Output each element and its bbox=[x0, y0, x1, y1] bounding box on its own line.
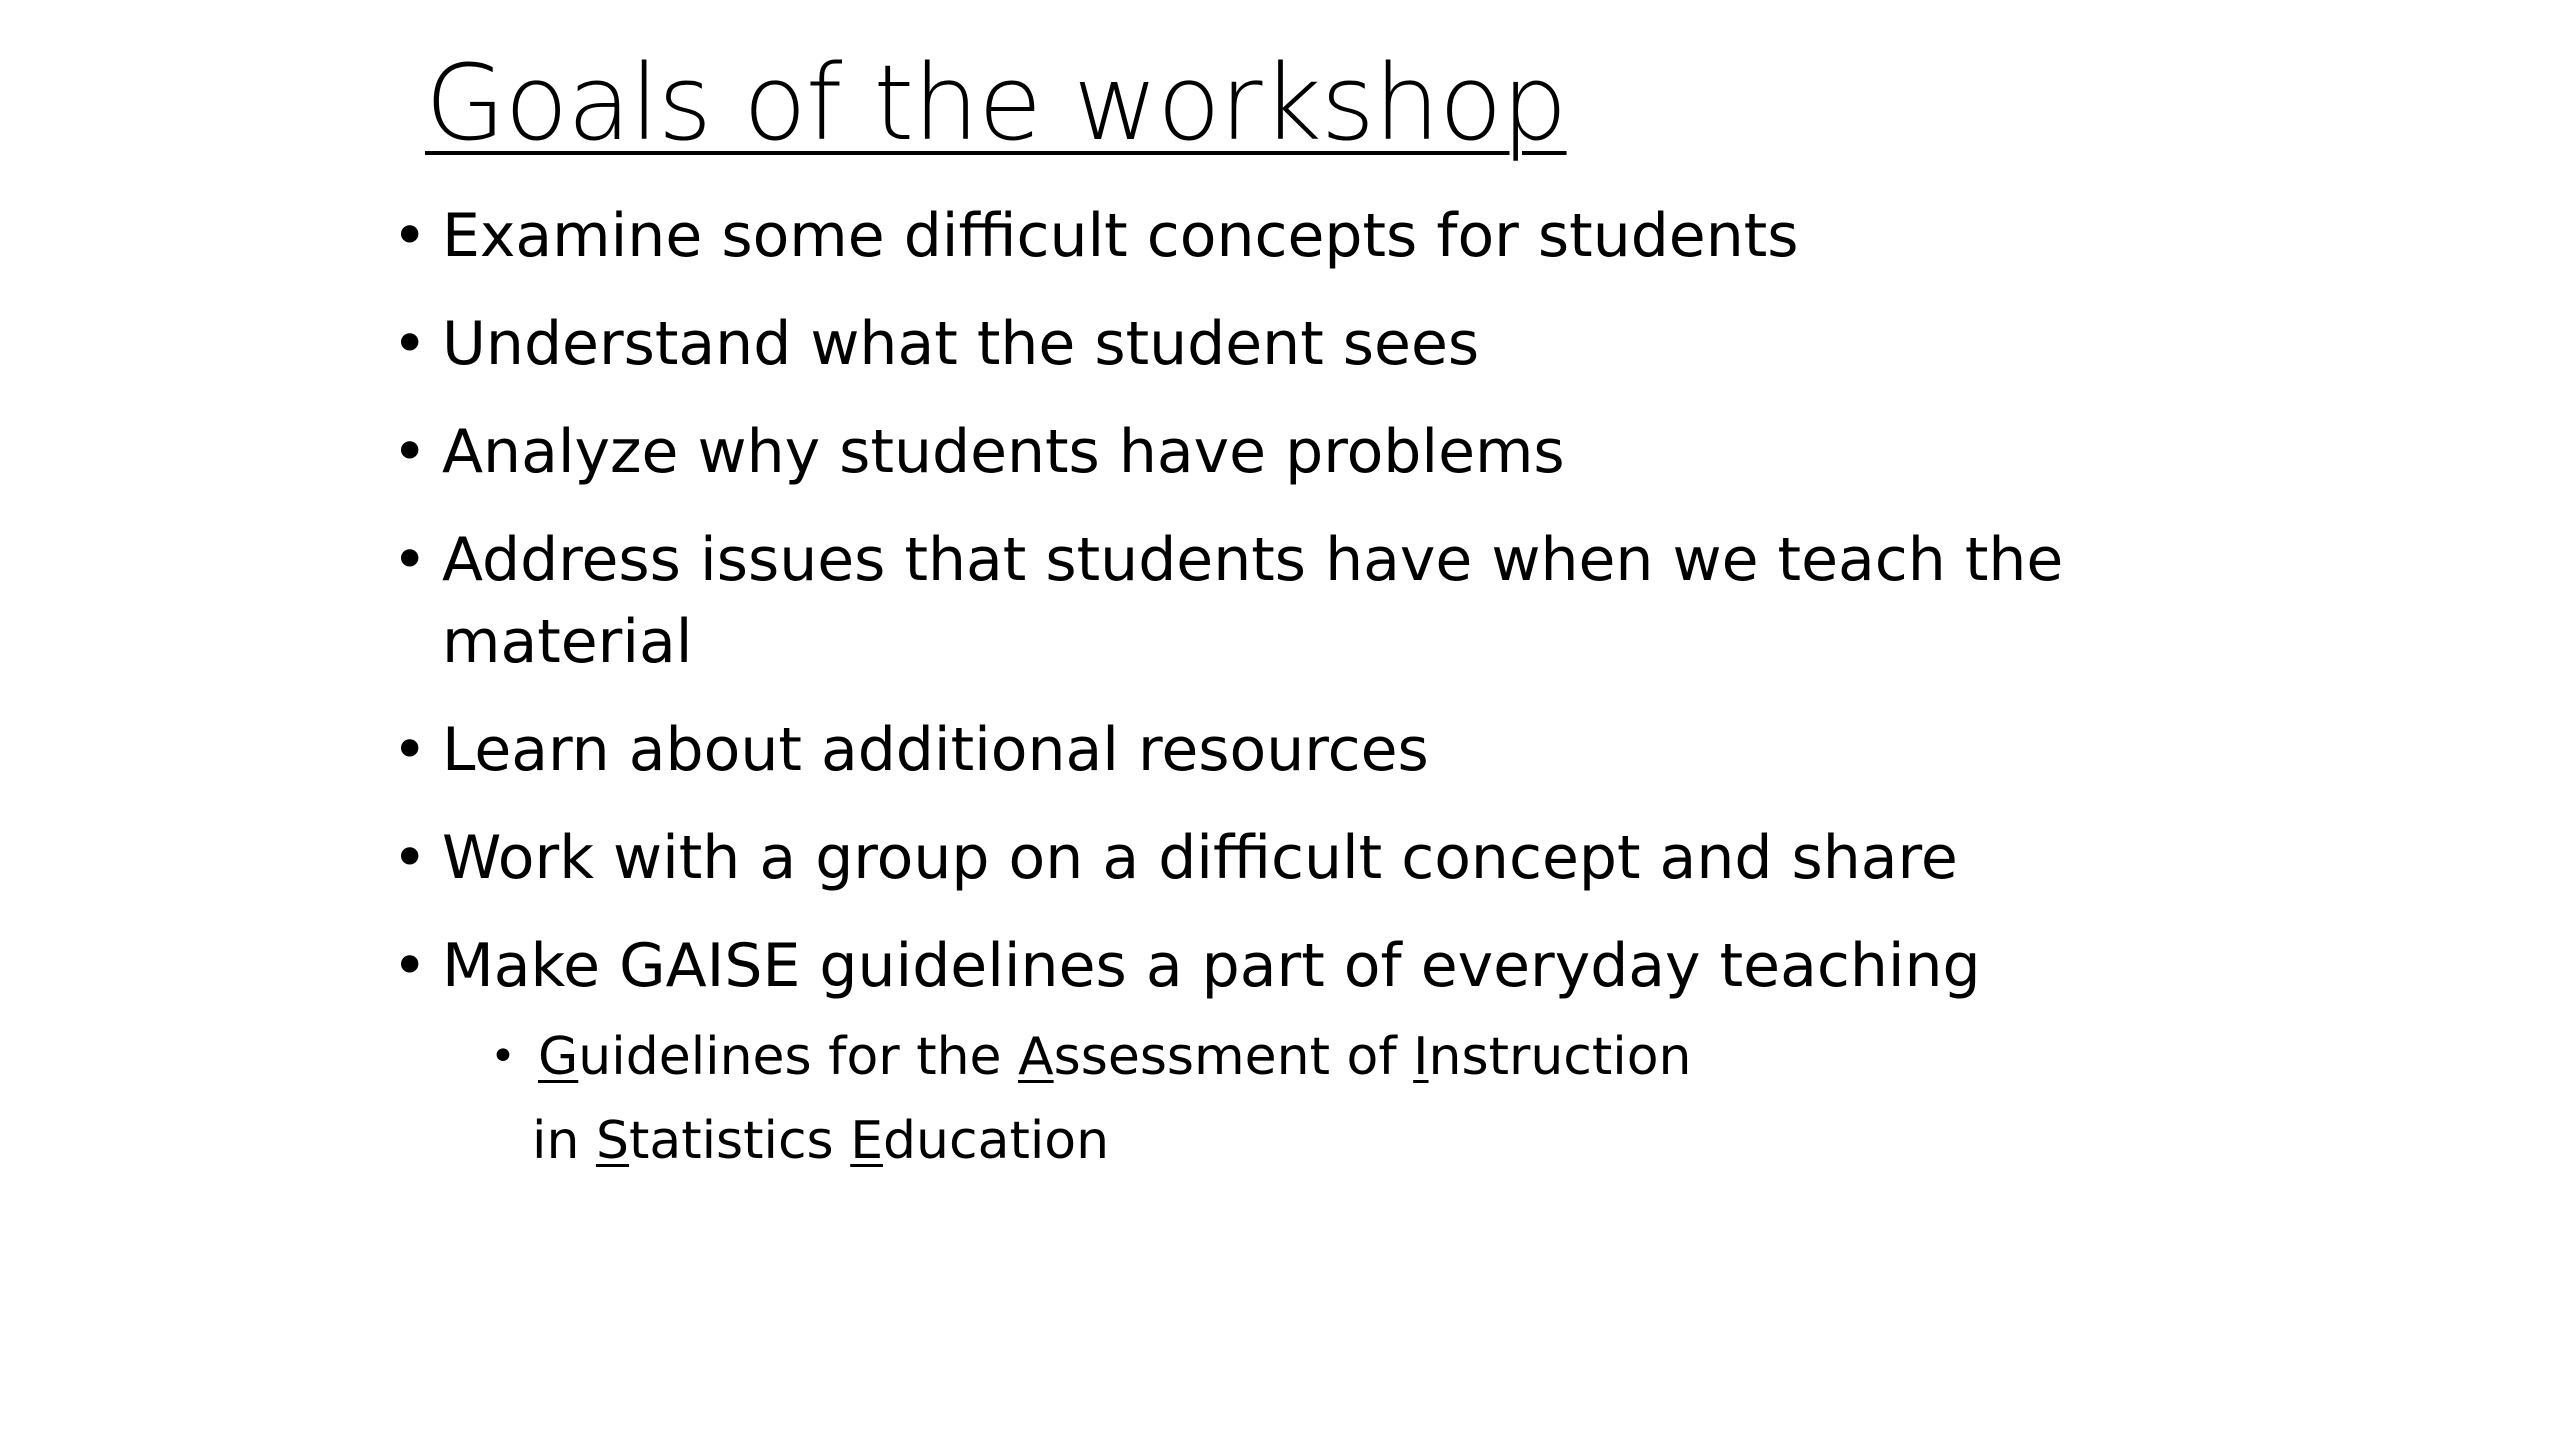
sub-bullet-dot-icon: • bbox=[490, 1031, 516, 1082]
slide-title: Goals of the workshop bbox=[425, 42, 1567, 164]
bullet-text: Examine some difficult concepts for students bbox=[442, 201, 1799, 271]
bullet-item bbox=[0, 925, 2560, 1007]
sub-bullet-item bbox=[0, 1015, 2560, 1183]
bullet-dot-icon: • bbox=[392, 931, 428, 1001]
bullet-dot-icon: • bbox=[392, 417, 428, 487]
acronym-letter-e: E bbox=[850, 1111, 884, 1171]
bullet-text: Analyze why students have problems bbox=[442, 417, 1565, 487]
bullet-list bbox=[0, 195, 2560, 1183]
acronym-text: in bbox=[532, 1111, 596, 1171]
bullet-dot-icon: • bbox=[392, 823, 428, 893]
bullet-item bbox=[0, 411, 2560, 493]
bullet-text: Work with a group on a difficult concept and share bbox=[442, 823, 1958, 893]
bullet-item bbox=[0, 817, 2560, 899]
bullet-text: Learn about additional resources bbox=[442, 715, 1429, 785]
acronym-letter-i: I bbox=[1413, 1027, 1429, 1087]
acronym-letter-s: S bbox=[595, 1111, 629, 1171]
sub-bullet-line-1 bbox=[538, 1015, 2560, 1099]
bullet-item bbox=[0, 195, 2560, 277]
acronym-text: tatistics bbox=[628, 1111, 851, 1171]
acronym-text: uidelines for the bbox=[578, 1027, 1019, 1087]
acronym-text: nstruction bbox=[1428, 1027, 1692, 1087]
bullet-dot-icon: • bbox=[392, 715, 428, 785]
bullet-item bbox=[0, 303, 2560, 385]
bullet-text: Understand what the student sees bbox=[442, 309, 1480, 379]
acronym-letter-g: G bbox=[538, 1027, 579, 1087]
bullet-dot-icon: • bbox=[392, 525, 428, 595]
bullet-dot-icon: • bbox=[392, 201, 428, 271]
sub-bullet-line-2 bbox=[532, 1099, 2560, 1183]
bullet-text: Address issues that students have when we teach the material bbox=[442, 525, 2064, 677]
acronym-text: ssessment of bbox=[1053, 1027, 1414, 1087]
bullet-item bbox=[0, 519, 2522, 683]
acronym-text: ducation bbox=[883, 1111, 1110, 1171]
bullet-text: Make GAISE guidelines a part of everyday teaching bbox=[442, 931, 1981, 1001]
bullet-item bbox=[0, 709, 2560, 791]
acronym-letter-a: A bbox=[1018, 1027, 1054, 1087]
bullet-dot-icon: • bbox=[392, 309, 428, 379]
